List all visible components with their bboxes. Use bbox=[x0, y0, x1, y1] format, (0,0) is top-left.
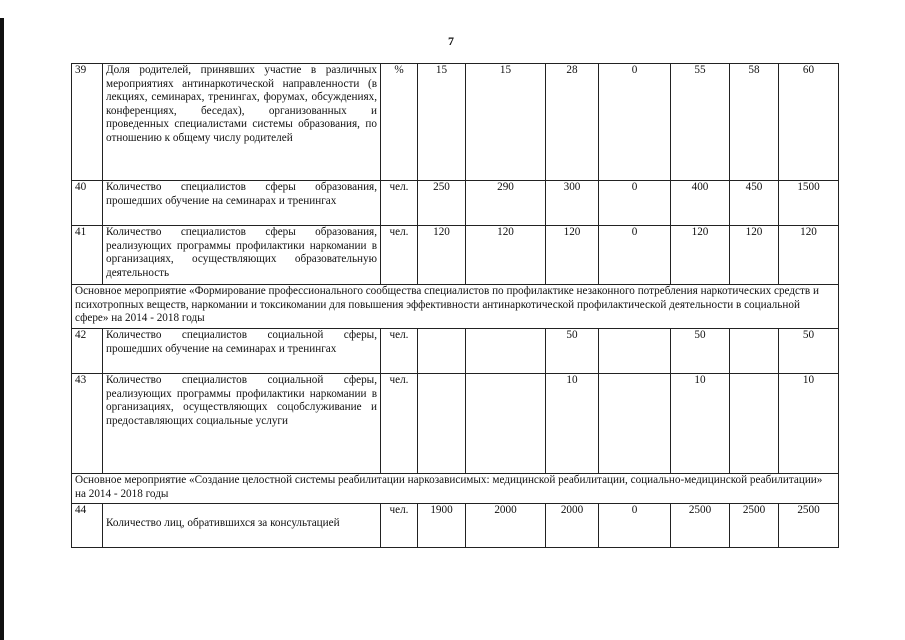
row-unit: чел. bbox=[381, 504, 418, 548]
row-value: 15 bbox=[466, 64, 546, 181]
section-row bbox=[72, 285, 839, 329]
row-value: 50 bbox=[779, 329, 839, 374]
table-row bbox=[72, 64, 839, 181]
row-value bbox=[418, 329, 466, 374]
row-number: 41 bbox=[72, 226, 103, 285]
row-value: 55 bbox=[671, 64, 730, 181]
row-description: Количество лиц, обратившихся за консультацией bbox=[103, 504, 381, 548]
row-value: 2500 bbox=[730, 504, 779, 548]
row-value: 2500 bbox=[671, 504, 730, 548]
row-unit: чел. bbox=[381, 181, 418, 226]
row-description: Количество специалистов социальной сферы, реализующих программы профилактики наркомании в организациях, осуществляющих соцобслуживание и предоставляющих социальные услуги bbox=[103, 374, 381, 474]
row-value: 10 bbox=[779, 374, 839, 474]
row-value: 120 bbox=[730, 226, 779, 285]
row-value bbox=[599, 329, 671, 374]
row-number: 43 bbox=[72, 374, 103, 474]
row-unit: % bbox=[381, 64, 418, 181]
row-unit: чел. bbox=[381, 226, 418, 285]
row-value: 2000 bbox=[546, 504, 599, 548]
row-description: Доля родителей, принявших участие в различных мероприятиях антинаркотической направленности (в лекциях, семинарах, тренингах, форумах, обсуждениях, конференциях, беседах), организованных и проведенных специалистами системы образования, по отношению к общему числу родителей bbox=[103, 64, 381, 181]
row-value bbox=[466, 374, 546, 474]
row-value: 0 bbox=[599, 181, 671, 226]
row-number: 39 bbox=[72, 64, 103, 181]
section-row bbox=[72, 474, 839, 504]
row-value: 0 bbox=[599, 504, 671, 548]
row-value: 10 bbox=[671, 374, 730, 474]
row-value: 58 bbox=[730, 64, 779, 181]
table-row bbox=[72, 226, 839, 285]
row-value: 300 bbox=[546, 181, 599, 226]
row-value bbox=[418, 374, 466, 474]
row-value: 50 bbox=[671, 329, 730, 374]
row-description: Количество специалистов сферы образования, прошедших обучение на семинарах и тренингах bbox=[103, 181, 381, 226]
row-value: 0 bbox=[599, 64, 671, 181]
row-value bbox=[730, 374, 779, 474]
row-value bbox=[466, 329, 546, 374]
indicators-table bbox=[71, 63, 839, 548]
row-value: 450 bbox=[730, 181, 779, 226]
row-value: 50 bbox=[546, 329, 599, 374]
row-value: 15 bbox=[418, 64, 466, 181]
table-row bbox=[72, 329, 839, 374]
row-value: 2000 bbox=[466, 504, 546, 548]
section-heading: Основное мероприятие «Формирование профессионального сообщества специалистов по профилактике незаконного потребления наркотических средств и психотропных веществ, наркомании и токсикомании для повышения эффективности антинаркотической профилактической деятельности в социальной сфере» на 2014 - 2018 годы bbox=[72, 285, 839, 329]
row-description: Количество специалистов социальной сферы, прошедших обучение на семинарах и тренингах bbox=[103, 329, 381, 374]
row-value bbox=[730, 329, 779, 374]
row-value: 120 bbox=[418, 226, 466, 285]
row-number: 42 bbox=[72, 329, 103, 374]
table-row bbox=[72, 181, 839, 226]
row-value: 10 bbox=[546, 374, 599, 474]
row-value: 290 bbox=[466, 181, 546, 226]
row-description: Количество специалистов сферы образования, реализующих программы профилактики наркомании в организациях, осуществляющих образовательную деятельность bbox=[103, 226, 381, 285]
row-number: 40 bbox=[72, 181, 103, 226]
row-value: 0 bbox=[599, 226, 671, 285]
row-value: 1900 bbox=[418, 504, 466, 548]
row-value: 28 bbox=[546, 64, 599, 181]
section-heading: Основное мероприятие «Создание целостной системы реабилитации наркозависимых: медицинской реабилитации, социально-медицинской реабилитации» на 2014 - 2018 годы bbox=[72, 474, 839, 504]
row-value: 2500 bbox=[779, 504, 839, 548]
page-number: 7 bbox=[448, 34, 454, 48]
row-value bbox=[599, 374, 671, 474]
row-number: 44 bbox=[72, 504, 103, 548]
row-value: 250 bbox=[418, 181, 466, 226]
row-value: 120 bbox=[779, 226, 839, 285]
scan-edge-line bbox=[0, 18, 4, 640]
row-value: 60 bbox=[779, 64, 839, 181]
row-unit: чел. bbox=[381, 329, 418, 374]
table-row bbox=[72, 504, 839, 548]
row-value: 1500 bbox=[779, 181, 839, 226]
row-value: 120 bbox=[671, 226, 730, 285]
table-row bbox=[72, 374, 839, 474]
row-value: 400 bbox=[671, 181, 730, 226]
row-value: 120 bbox=[466, 226, 546, 285]
row-unit: чел. bbox=[381, 374, 418, 474]
row-value: 120 bbox=[546, 226, 599, 285]
